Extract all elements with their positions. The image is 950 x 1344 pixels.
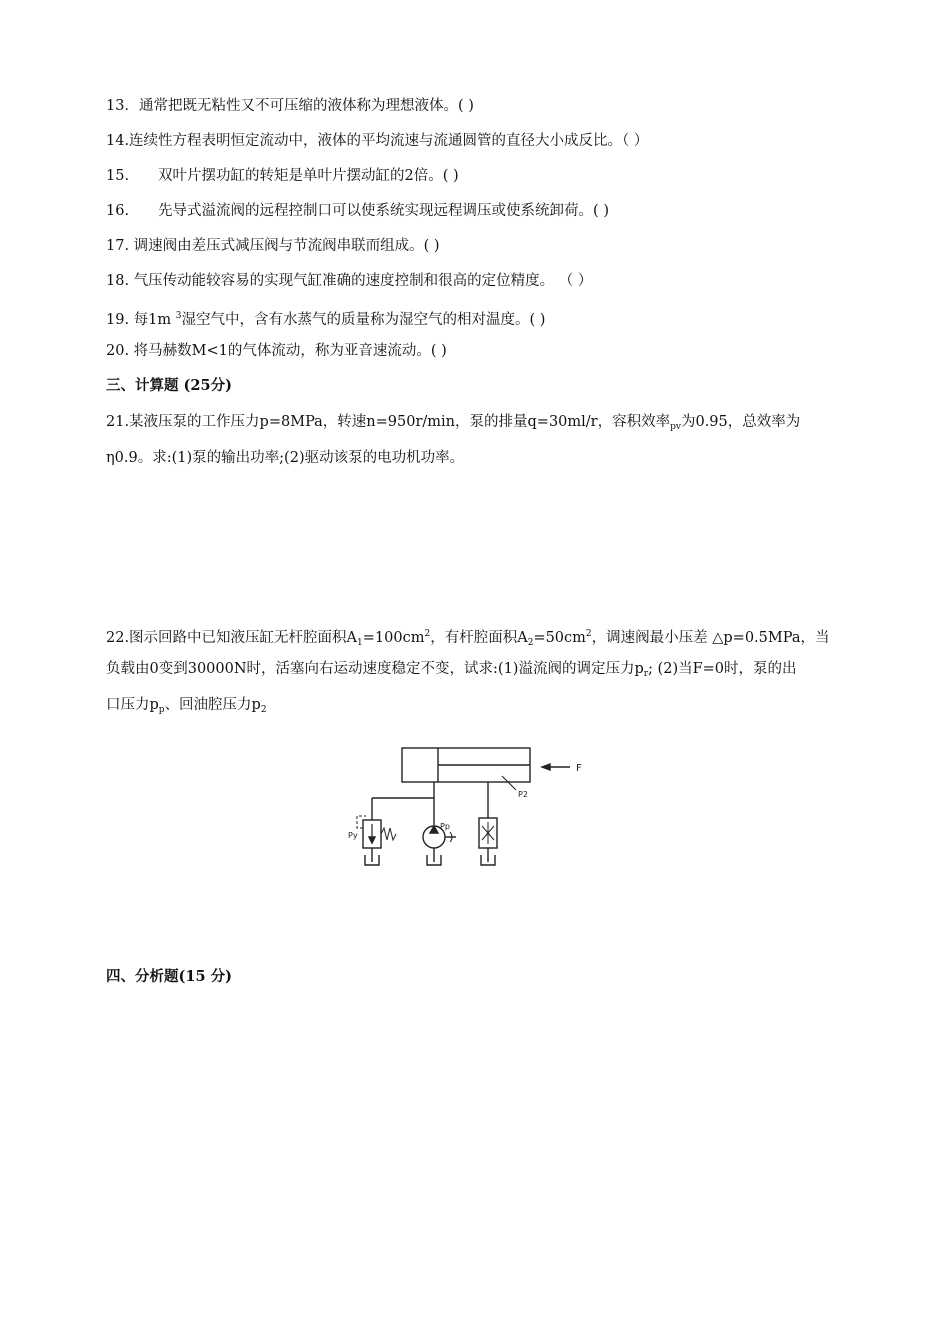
question-16: 16. 先导式溢流阀的远程控制口可以使系统实现远程调压或使系统卸荷。( )	[106, 203, 609, 219]
q22-l1-sup1: 2	[424, 629, 431, 639]
question-18: 18. 气压传动能较容易的实现气缸准确的速度控制和很高的定位精度。 （ ）	[106, 273, 593, 289]
q22-l3-sub2: 2	[260, 705, 267, 715]
q22-l3-b: 、回油腔压力p	[164, 697, 261, 713]
relief-valve-arrowhead	[369, 837, 375, 843]
section-3-title: 三、计算题 (25分)	[106, 377, 232, 394]
q21-sub: pv	[670, 422, 681, 432]
question-22-line-3	[106, 695, 267, 720]
question-22-line-1	[106, 624, 830, 653]
q22-l1-sup2: 2	[585, 629, 592, 639]
q22-l3-a: 口压力p	[106, 697, 159, 713]
question-19-sup: 3	[175, 311, 182, 321]
question-14: 14.连续性方程表明恒定流动中，液体的平均流速与流通圆管的直径大小成反比。（ ）	[106, 133, 649, 149]
relief-pilot-line	[357, 816, 366, 828]
q22-l1-e: ，调速阀最小压差 △p=0.5MPa，当	[591, 630, 830, 646]
question-19-text-b: 湿空气中，含有水蒸气的质量称为湿空气的相对温度。( )	[181, 312, 546, 328]
question-21-line-1	[106, 412, 800, 437]
q22-l2-a: 负载由0变到30000N时，活塞向右运动速度稳定不变，试求:(1)溢流阀的调定压力p	[106, 661, 644, 677]
relief-spring	[381, 828, 396, 840]
label-py: Py	[348, 831, 358, 840]
hydraulic-circuit-diagram	[330, 740, 620, 875]
q22-l2-b: ; (2)当F=0时，泵的出	[648, 661, 797, 677]
question-13: 13．通常把既无粘性又不可压缩的液体称为理想液体。( )	[106, 98, 474, 114]
q22-l1-sub1: 1	[357, 638, 363, 648]
question-19-text-a: 19. 每1m	[106, 312, 176, 328]
label-p2: P2	[518, 790, 528, 799]
q22-l1-sub2: 2	[527, 638, 534, 648]
p2-leader	[502, 776, 516, 790]
q21-text-a: 21.某液压泵的工作压力p=8MPa，转速n=950r/min，泵的排量q=30ml/r，容积效率	[106, 414, 671, 430]
load-arrowhead	[542, 764, 550, 770]
q22-l2-sub: r	[643, 669, 649, 679]
label-f: F	[576, 763, 582, 774]
question-20: 20. 将马赫数M<1的气体流动，称为亚音速流动。( )	[106, 343, 447, 359]
q22-l1-c: ，有杆腔面积A	[430, 630, 528, 646]
question-17: 17. 调速阀由差压式减压阀与节流阀串联而组成。( )	[106, 238, 440, 254]
q22-l1-a: 22.图示回路中已知液压缸无杆腔面积A	[106, 630, 358, 646]
q22-l1-b: =100cm	[362, 630, 425, 646]
question-22-line-2	[106, 659, 797, 684]
question-15: 15. 双叶片摆功缸的转矩是单叶片摆动缸的2倍。( )	[106, 168, 459, 184]
question-21-line-2: η0.9。求:(1)泵的输出功率;(2)驱动该泵的电功机功率。	[106, 450, 465, 466]
q22-l1-d: =50cm	[533, 630, 586, 646]
label-pp: Pp	[440, 822, 450, 831]
q22-l3-sub1: p	[158, 705, 165, 715]
question-19	[106, 306, 545, 330]
q21-text-b: 为0.95，总效率为	[680, 414, 801, 430]
section-4-title: 四、分析题(15 分)	[106, 968, 232, 985]
